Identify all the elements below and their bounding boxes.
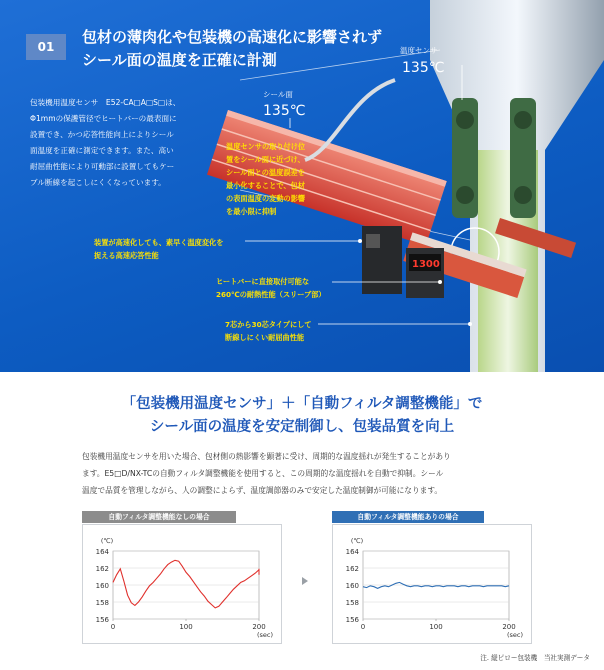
y-unit-label: (℃) (350, 537, 364, 545)
lower-title-line-1: 「包装機用温度センサ」＋「自動フィルタ調整機能」で (121, 396, 483, 412)
y-tick-label: 164 (95, 548, 109, 556)
annotation-flex: 7芯から30芯タイプにして 断線しにくい耐屈曲性能 (225, 320, 312, 342)
arrow-right-icon (302, 577, 308, 585)
x-tick-label: 200 (502, 623, 516, 631)
controller-display: 1300 (412, 259, 440, 270)
y-unit-label: (℃) (100, 537, 114, 545)
y-tick-label: 162 (95, 565, 109, 573)
y-tick-label: 160 (95, 582, 109, 590)
footnote: 注. 縦ピロー包装機 当社実測データ (480, 654, 590, 662)
lower-title-line-2: シール面の温度を安定制御し、包装品質を向上 (149, 419, 455, 435)
series-line (113, 560, 259, 608)
chart2-svg (333, 525, 531, 643)
chart2-panel (332, 524, 532, 644)
x-tick-label: 100 (429, 623, 443, 631)
hero-lead-text: 包装機用温度センサ E52-CA□A□S□は、 Φ1mmの保護管径でヒートバーの最表面に 設置でき、かつ応答性能向上によりシール 面温度を正確に測定できます。また、高い 耐屈曲性能により可動部に設置してもケー ブル断線を起こしにくくなっています。 (30, 98, 181, 187)
chart1-panel (82, 524, 282, 644)
y-tick-label: 156 (345, 616, 359, 624)
sensor-temp: 135℃ (402, 60, 445, 76)
lower-body-text: 包装機用温度センサを用いた場合、包材側の熱影響を顕著に受け、周期的な温度揺れが発生することがあり ます。E5□D/NX-TCの自動フィルタ調整機能を使用すると、この周期的な温度揺れを自動で抑制。シール 温度で品質を管理しながら、人の調整によらず、温度調節器のみで安定した温度制御が可能になります。 (82, 452, 451, 495)
annotation-mount: ヒートバーに直接取付可能な 260℃の耐熱性能（スリーブ部） (216, 277, 326, 299)
y-tick-label: 158 (345, 599, 359, 607)
y-tick-label: 158 (95, 599, 109, 607)
hero-title-line-2: シール面の温度を正確に計測 (82, 51, 277, 69)
y-tick-label: 156 (95, 616, 109, 624)
y-tick-label: 162 (345, 565, 359, 573)
section-number-badge: 01 (26, 34, 66, 60)
seal-label: シール面 (263, 90, 293, 99)
y-tick-label: 164 (345, 548, 359, 556)
sensor-label: 温度センサ (400, 46, 438, 55)
chart1-title: 自動フィルタ調整機能なしの場合 (82, 511, 236, 523)
x-unit-label: (sec) (256, 631, 274, 639)
series-line (363, 582, 509, 588)
chart1-svg (83, 525, 281, 643)
x-tick-label: 200 (252, 623, 266, 631)
x-unit-label: (sec) (506, 631, 524, 639)
x-tick-label: 100 (179, 623, 193, 631)
x-tick-label: 0 (360, 623, 366, 631)
seal-temp: 135℃ (263, 103, 306, 119)
chart2-title: 自動フィルタ調整機能ありの場合 (332, 511, 484, 523)
x-tick-label: 0 (110, 623, 116, 631)
annotation-response: 装置が高速化しても、素早く温度変化を 捉える高速応答性能 (94, 238, 224, 260)
y-tick-label: 160 (345, 582, 359, 590)
annotation-placement: 温度センサの取り付け位 置をシール面に近づけ、 シール面との温度誤差を 最小化することで、包材 の表面温度の変動の影響 を最小限に抑制 (226, 142, 306, 216)
hero-title-line-1: 包材の薄肉化や包装機の高速化に影響されず (82, 28, 383, 46)
